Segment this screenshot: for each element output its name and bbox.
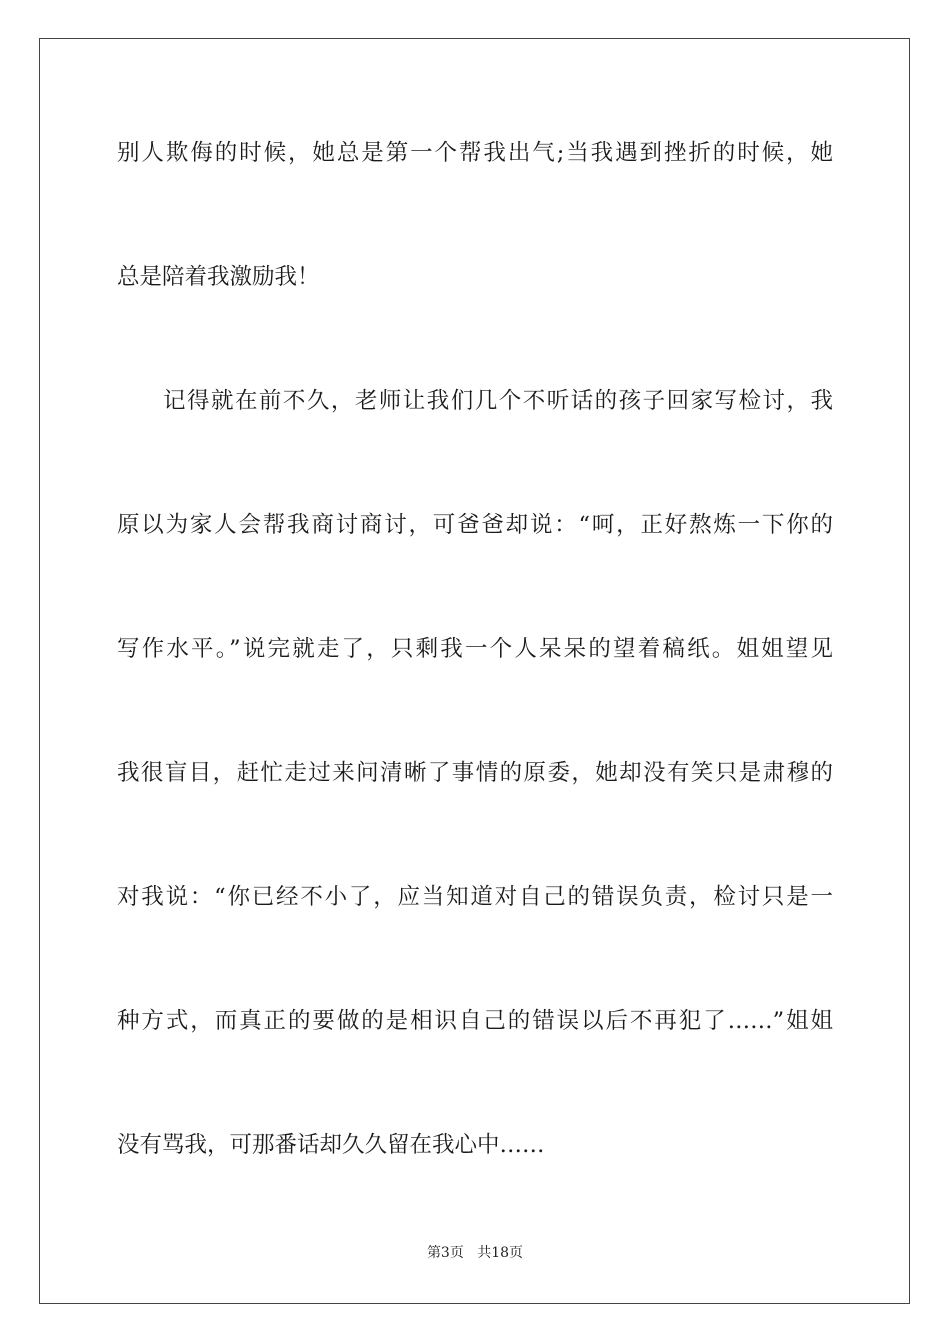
- page-number: 第3页: [426, 1245, 464, 1261]
- text-line-6: 我很盲目，赶忙走过来问清晰了事情的原委，她却没有笑只是肃穆的: [117, 760, 833, 786]
- page-total: 共18页: [477, 1245, 524, 1261]
- page-frame: [39, 38, 910, 1304]
- text-line-7: 对我说：“你已经不小了，应当知道对自己的错误负责，检讨只是一: [117, 884, 833, 910]
- text-line-8: 种方式，而真正的要做的是相识自己的错误以后不再犯了……”姐姐: [117, 1008, 833, 1034]
- page-footer: [0, 1244, 950, 1262]
- text-line-1: 别人欺侮的时候，她总是第一个帮我出气;当我遇到挫折的时候，她: [117, 140, 833, 166]
- text-line-3: 记得就在前不久，老师让我们几个不听话的孩子回家写检讨，我: [163, 388, 833, 414]
- text-line-2: 总是陪着我激励我！: [117, 264, 320, 290]
- text-line-9: 没有骂我，可那番话却久久留在我心中……: [117, 1132, 545, 1158]
- text-line-4: 原以为家人会帮我商讨商讨，可爸爸却说：“呵，正好熬炼一下你的: [117, 512, 833, 538]
- text-line-5: 写作水平。”说完就走了，只剩我一个人呆呆的望着稿纸。姐姐望见: [117, 636, 833, 662]
